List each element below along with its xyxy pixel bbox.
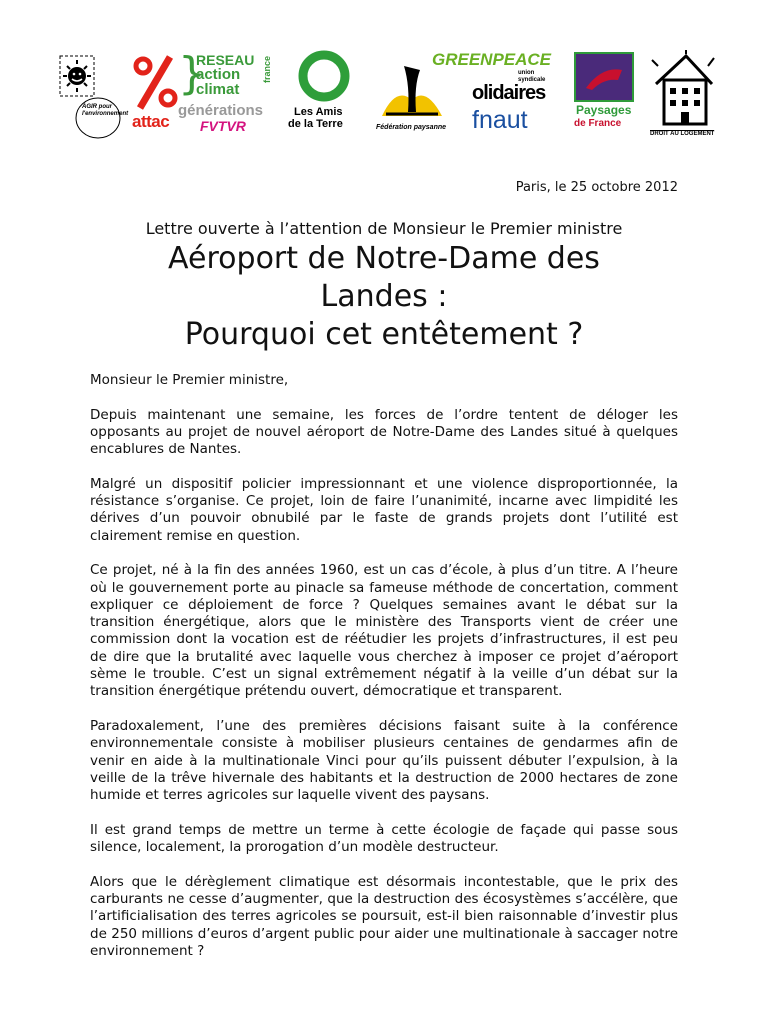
paysages-de-france-logo	[570, 52, 642, 138]
agir-logo	[58, 54, 129, 140]
body-paragraph: Depuis maintenant une semaine, les forces de l’ordre tentent de déloger les opposants au projet de nouvel aéroport de Notre-Dame des Landes situé à quelques encablures de Nantes.	[90, 406, 678, 458]
agir-text: AGIR pour l'environnement	[82, 104, 129, 117]
amis-line1: Les Amis	[294, 106, 343, 118]
fnaut-text: fnaut	[472, 106, 528, 134]
rac-line1: RESEAU	[196, 52, 255, 68]
body-paragraph: Il est grand temps de mettre un terme à cette écologie de façade qui passe sous silence, localement, la prorogation d’un modèle destructeur.	[90, 821, 678, 856]
futur-text: FVTVR	[200, 118, 246, 134]
partner-logos-banner	[58, 50, 718, 140]
reseau-action-climat-logo	[178, 48, 280, 136]
paysages-line1: Paysages	[576, 103, 632, 117]
salutation: Monsieur le Premier ministre,	[90, 372, 289, 388]
house-icon	[648, 50, 718, 130]
earth-ring-icon	[288, 50, 358, 106]
paysages-line2: de France	[574, 118, 622, 129]
paysages-badge-icon	[574, 52, 634, 102]
title-line-3: Pourquoi cet entêtement ?	[184, 317, 584, 352]
solidaires-text: olidaires	[472, 82, 546, 104]
rac-line2: action	[196, 66, 241, 83]
body-paragraph: Paradoxalement, l’une des premières décisions faisant suite à la conférence environnementale consiste à mobiliser plusieurs centaines de gendarmes afin de venir en aide à la multinationale Vinci pour qu’ils puissent débuter l’expulsion, à la veille de la trêve hivernale des habitants et la destruction de 2000 hectares de zone humide et terres agricoles sur laquelle vivent des paysans.	[90, 717, 678, 804]
attac-text: attac	[132, 112, 170, 131]
title-line-2: Landes :	[320, 279, 448, 314]
greenpeace-text: GREENPEACE	[432, 50, 552, 69]
amis-de-la-terre-logo	[288, 50, 358, 140]
droit-text: DROIT AU LOGEMENT	[650, 131, 715, 137]
letter-body	[90, 372, 678, 977]
body-paragraph: Ce projet, né à la fin des années 1960, est un cas d’école, à plus d’un titre. A l’heure où le gouvernement porte au pinacle sa fameuse méthode de concertation, comment expliquer ce déploiement de force ? Quelques semaines avant le débat sur la transition énergétique, alors que le ministère des Transports vient de créer une commission dont la vocation est de réétudier les projets d’infrastructures, il est peu de dire que la brutalité avec laquelle vous cherchez à imposer ce projet d’aéroport sème le trouble. C’est un signal extrêmement négatif à la veille d’un débat sur la transition énergétique prétendu ouvert, démocratique et transparent.	[90, 562, 678, 700]
amis-line2: de la Terre	[288, 118, 343, 130]
confederation-text: Fédération paysanne	[376, 124, 447, 131]
letter-date: Paris, le 25 octobre 2012	[515, 180, 678, 195]
letter-subtitle: Lettre ouverte à l’attention de Monsieur le Premier ministre	[145, 219, 623, 238]
attac-logo	[132, 54, 178, 134]
greenpeace-solidaires-fnaut-block	[376, 50, 566, 140]
rac-side: france	[262, 56, 272, 84]
rac-line3: climat	[196, 81, 240, 98]
attac-percent-icon	[132, 54, 178, 110]
droit-au-logement-logo	[648, 50, 718, 140]
title-line-1: Aéroport de Notre-Dame des	[168, 241, 600, 276]
body-paragraph: Malgré un dispositif policier impressionnant et une violence disproportionnée, la résistance s’organise. Ce projet, loin de faire l’unanimité, incarne avec limpidité les dérives d’un pouvoir obnubilé par le faste de grands projets dont l’utilité est clairement remise en question.	[90, 475, 678, 544]
letter-title	[90, 240, 678, 354]
rac-brace-icon: }	[178, 48, 206, 99]
union-syndicale-text: union syndicale	[518, 70, 546, 83]
generations-text: générations	[178, 102, 264, 119]
body-paragraph: Alors que le dérèglement climatique est désormais incontestable, que le prix des carburants ne cesse d’augmenter, que la destruction des écosystèmes s’accélère, que l’artificialisation des terres agricoles se poursuit, est-il bien raisonnable d’investir plus de 250 millions d’euros d’argent public pour aider une multinationale à saccager notre environnement ?	[90, 873, 678, 959]
